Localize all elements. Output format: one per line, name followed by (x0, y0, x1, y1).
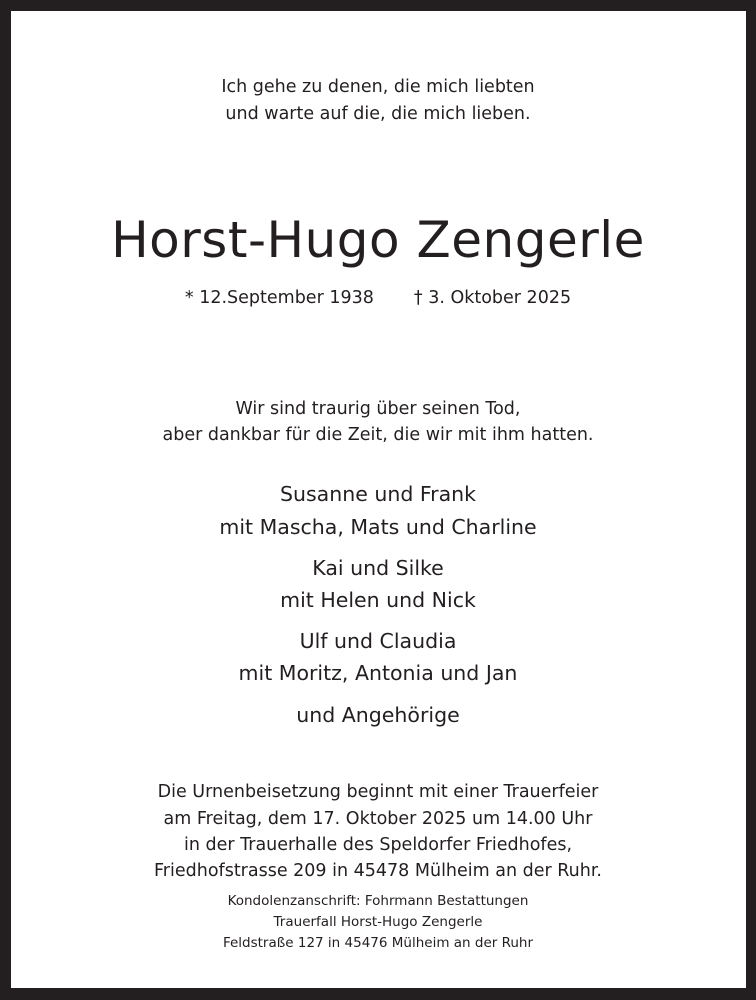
mourner-line: mit Mascha, Mats und Charline (219, 515, 537, 539)
quote-line: und warte auf die, die mich lieben. (225, 104, 531, 124)
mourner-line: mit Helen und Nick (280, 588, 476, 612)
birth-date: * 12.September 1938 (184, 288, 374, 308)
mourner-line: Ulf und Claudia (299, 629, 457, 653)
life-dates (0, 288, 756, 308)
ceremony-line: am Freitag, dem 17. Oktober 2025 um 14.00 Uhr (163, 809, 593, 829)
quote-line: Ich gehe zu denen, die mich liebten (221, 77, 535, 97)
ceremony-line: in der Trauerhalle des Speldorfer Friedhofes, (183, 835, 573, 855)
message-line: Wir sind traurig über seinen Tod, (235, 399, 521, 419)
ceremony-line: Friedhofstrasse 209 in 45478 Mülheim an der Ruhr. (154, 861, 602, 881)
condolence-line: Trauerfall Horst-Hugo Zengerle (273, 914, 483, 930)
deceased-name: Horst-Hugo Zengerle (111, 211, 645, 269)
mourner-line: Kai und Silke (312, 556, 444, 580)
death-date: † 3. Oktober 2025 (413, 288, 572, 308)
message-line: aber dankbar für die Zeit, die wir mit ihm hatten. (162, 425, 594, 445)
mourner-line: Susanne und Frank (279, 482, 477, 506)
condolence-line: Feldstraße 127 in 45476 Mülheim an der Ruhr (222, 935, 534, 951)
ceremony-line: Die Urnenbeisetzung beginnt mit einer Trauerfeier (157, 782, 599, 802)
mourner-line: und Angehörige (296, 703, 460, 727)
condolence-line: Kondolenzanschrift: Fohrmann Bestattungen (227, 893, 529, 909)
mourner-line: mit Moritz, Antonia und Jan (238, 661, 518, 685)
